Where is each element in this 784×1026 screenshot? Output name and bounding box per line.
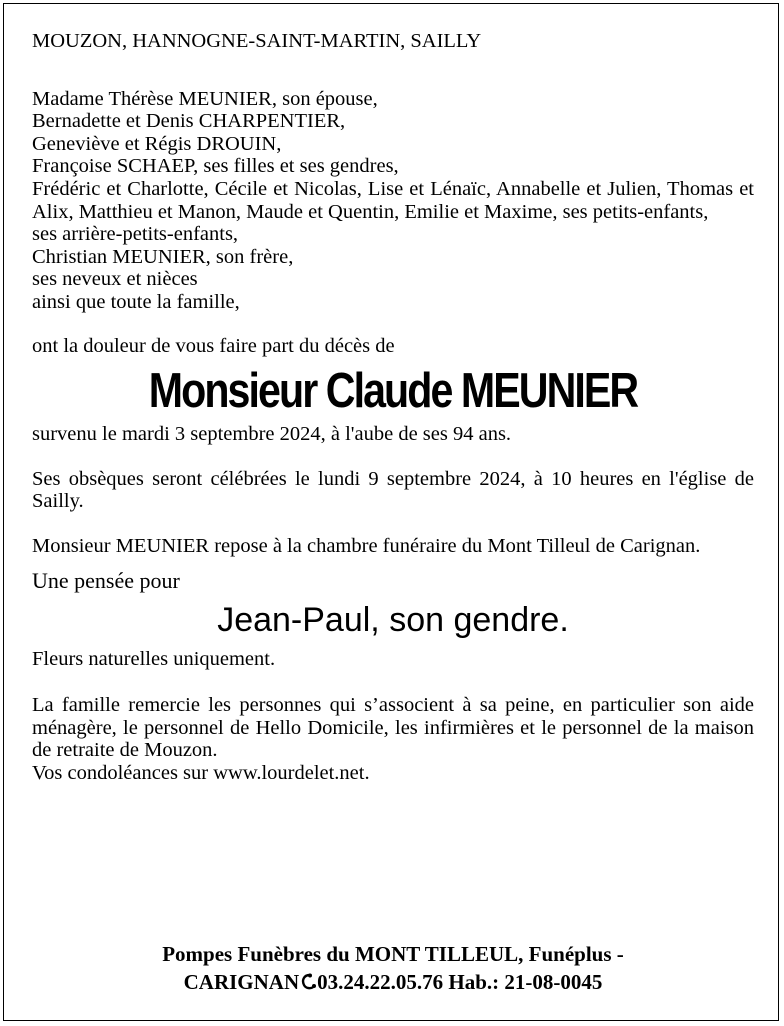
deceased-name: Monsieur Claude MEUNIER: [148, 364, 638, 419]
death-info: survenu le mardi 3 septembre 2024, à l'aube de ses 94 ans.: [32, 423, 512, 446]
thought-intro: Une pensée pour: [32, 567, 180, 593]
family-line-daughter-3: Françoise SCHAEP, ses filles et ses gendres,: [32, 155, 399, 178]
towns-heading: MOUZON, HANNOGNE-SAINT-MARTIN, SAILLY: [32, 30, 482, 52]
condolences-text: Vos condoléances sur www.lourdelet.net.: [32, 761, 370, 784]
obituary-notice: [32, 30, 754, 784]
funeral-home-phone: 03.24.22.05.76 Hab.: 21-08-0045: [317, 970, 603, 994]
family-line-daughter-2: Geneviève et Régis DROUIN,: [32, 132, 282, 155]
family-line-wife: Madame Thérèse MEUNIER, son épouse,: [32, 87, 378, 110]
thought-name: Jean-Paul, son gendre.: [217, 600, 569, 639]
family-line-brother: Christian MEUNIER, son frère,: [32, 245, 294, 268]
funeral-home-town: CARIGNAN: [183, 970, 300, 994]
phone-icon: [299, 968, 317, 996]
family-line-nephews: ses neveux et nièces: [32, 268, 198, 291]
family-list: [32, 88, 754, 314]
funeral-home-contact: [32, 968, 754, 996]
announcement-text: ont la douleur de vous faire part du décès de: [32, 334, 395, 357]
funeral-home-name: Pompes Funèbres du MONT TILLEUL, Funéplus -: [162, 942, 624, 966]
family-line-daughter-1: Bernadette et Denis CHARPENTIER,: [32, 110, 346, 133]
family-grandchildren: Frédéric et Charlotte, Cécile et Nicolas, Lise et Lénaïc, Annabelle et Julien, Thomas et Alix, Matthieu et Manon, Maude et Quentin, Emilie et Maxime, ses petits-enfants,: [32, 177, 754, 223]
thanks-text: La famille remercie les personnes qui s’associent à sa peine, en particulier son aide ménagère, le personnel de Hello Domicile, les infirmières et le personnel de la maison de retraite de Mouzon.: [32, 694, 754, 762]
family-line-great-grandchildren: ses arrière-petits-enfants,: [32, 223, 239, 246]
funeral-home-footer: [32, 940, 754, 996]
funeral-info: Ses obsèques seront célébrées le lundi 9 septembre 2024, à 10 heures en l'église de Sailly.: [32, 467, 754, 513]
flowers-note: Fleurs naturelles uniquement.: [32, 647, 276, 670]
family-line-family: ainsi que toute la famille,: [32, 290, 240, 313]
repose-info: Monsieur MEUNIER repose à la chambre funéraire du Mont Tilleul de Carignan.: [32, 534, 701, 557]
